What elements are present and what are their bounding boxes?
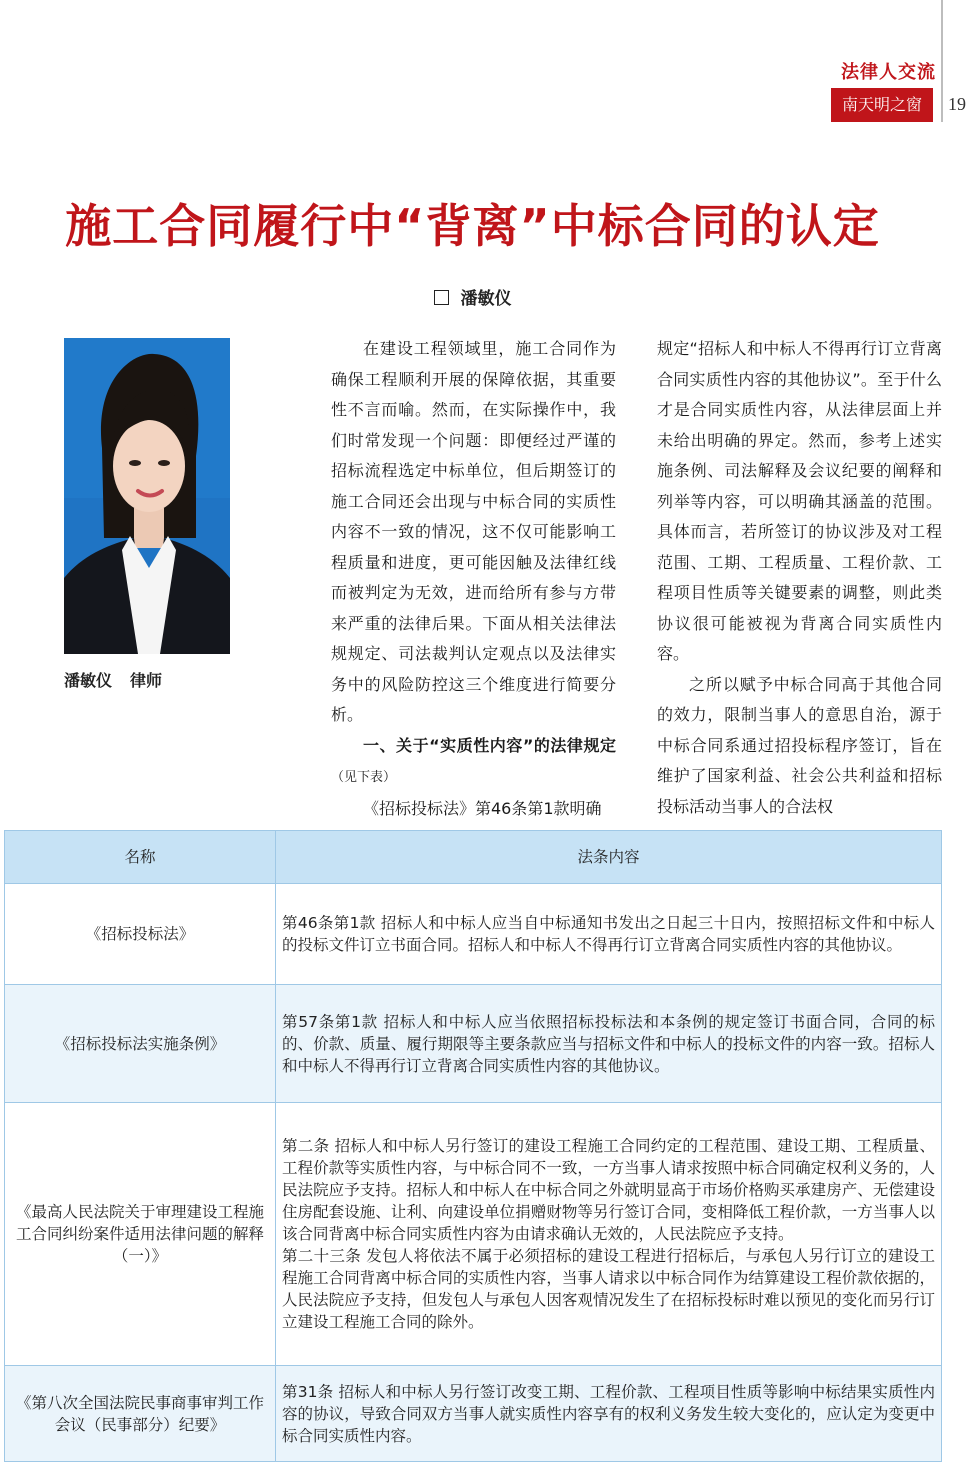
paragraph: 之所以赋予中标合同高于其他合同的效力，限制当事人的意思自治，源于中标合同系通过招投标程序签订，旨在维护了国家利益、社会公共利益和招标投标活动当事人的合法权 bbox=[657, 674, 942, 816]
page-number: 19 bbox=[948, 94, 966, 114]
caption-role: 律师 bbox=[130, 671, 163, 690]
author-photo bbox=[64, 338, 230, 654]
section-badge: 南天明之窗 bbox=[831, 88, 933, 122]
law-content: 第57条第1款 招标人和中标人应当依照招标投标法和本条例的规定签订书面合同，合同的标的、价款、质量、履行期限等主要条款应当与招标文件和中标人的投标文件的内容一致。招标人和中标人不得再行订立背离合同实质性内容的其他协议。 bbox=[276, 985, 942, 1103]
heading-note: （见下表） bbox=[331, 770, 397, 785]
caption-name: 潘敏仪 bbox=[64, 671, 113, 690]
paragraph: 在建设工程领域里，施工合同作为确保工程顺利开展的保障依据，其重要性不言而喻。然而，在实际操作中，我们时常发现一个问题：即便经过严谨的招标流程选定中标单位，但后期签订的施工合同还会出现与中标合同的实质性内容不一致的情况，这不仅可能影响工程质量和进度，更可能因触及法律红线而被判定为无效，进而给所有参与方带来严重的法律后果。下面从相关法律法规规定、司法裁判认定观点以及法律实务中的风险防控这三个维度进行简要分析。 bbox=[331, 339, 616, 724]
law-clause: 第二条 招标人和中标人另行签订的建设工程施工合同约定的工程范围、建设工期、工程质量、工程价款等实质性内容，与中标合同不一致，一方当事人请求按照中标合同确定权利义务的，人民法院应予支持。招标人和中标人在中标合同之外就明显高于市场价格购买承建房产、无偿建设住房配套设施、让利、向建设单位捐赠财物等另行签订合同，变相降低工程价款，一方当事人以该合同背离中标合同实质性内容为由请求确认无效的，人民法院应予支持。 bbox=[282, 1137, 935, 1243]
table-row bbox=[5, 985, 942, 1103]
byline-box-icon bbox=[434, 290, 449, 305]
body-column-2 bbox=[657, 334, 942, 822]
article-title: 施工合同履行中“背离”中标合同的认定 bbox=[65, 199, 880, 253]
law-table bbox=[4, 830, 942, 1462]
law-content: 第31条 招标人和中标人另行签订改变工期、工程价款、工程项目性质等影响中标结果实质性内容的协议，导致合同双方当事人就实质性内容享有的权利义务发生较大变化的，应认定为变更中标合同实质性内容。 bbox=[276, 1366, 942, 1462]
paragraph: 《招标投标法》第46条第1款明确 bbox=[363, 798, 602, 818]
photo-caption bbox=[64, 668, 180, 691]
table-row bbox=[5, 884, 942, 985]
law-name: 《第八次全国法院民事商事审判工作会议（民事部分）纪要》 bbox=[5, 1366, 276, 1462]
column-name: 法律人交流 bbox=[841, 62, 936, 83]
law-name: 《招标投标法》 bbox=[5, 884, 276, 985]
author-name: 潘敏仪 bbox=[460, 289, 512, 309]
table-row bbox=[5, 1103, 942, 1366]
law-clause: 第二十三条 发包人将依法不属于必须招标的建设工程进行招标后，与承包人另行订立的建设工程施工合同背离中标合同的实质性内容，当事人请求以中标合同作为结算建设工程价款依据的，人民法院应予支持，但发包人与承包人因客观情况发生了在招标投标时难以预见的变化而另行订立建设工程施工合同的除外。 bbox=[282, 1247, 935, 1331]
section-heading bbox=[331, 731, 616, 794]
byline bbox=[0, 284, 945, 309]
body-column-1 bbox=[331, 334, 616, 824]
portrait-illustration bbox=[64, 338, 230, 654]
header-content: 法条内容 bbox=[276, 831, 942, 884]
paragraph: 规定“招标人和中标人不得再行订立背离合同实质性内容的其他协议”。至于什么才是合同实质性内容，从法律层面上并未给出明确的界定。然而，参考上述实施条例、司法解释及会议纪要的阐释和列举等内容，可以明确其涵盖的范围。具体而言，若所签订的协议涉及对工程范围、工期、工程质量、工程价款、工程项目性质等关键要素的调整，则此类协议很可能被视为背离合同实质性内容。 bbox=[657, 339, 942, 663]
law-content bbox=[276, 1103, 942, 1366]
law-name: 《招标投标法实施条例》 bbox=[5, 985, 276, 1103]
table-header-row bbox=[5, 831, 942, 884]
law-content: 第46条第1款 招标人和中标人应当自中标通知书发出之日起三十日内，按照招标文件和中标人的投标文件订立书面合同。招标人和中标人不得再行订立背离合同实质性内容的其他协议。 bbox=[276, 884, 942, 985]
table-row bbox=[5, 1366, 942, 1462]
section-heading-text: 一、关于“实质性内容”的法律规定 bbox=[363, 735, 616, 755]
header-divider bbox=[941, 0, 943, 122]
law-name: 《最高人民法院关于审理建设工程施工合同纠纷案件适用法律问题的解释（一）》 bbox=[5, 1103, 276, 1366]
header-name: 名称 bbox=[5, 831, 276, 884]
